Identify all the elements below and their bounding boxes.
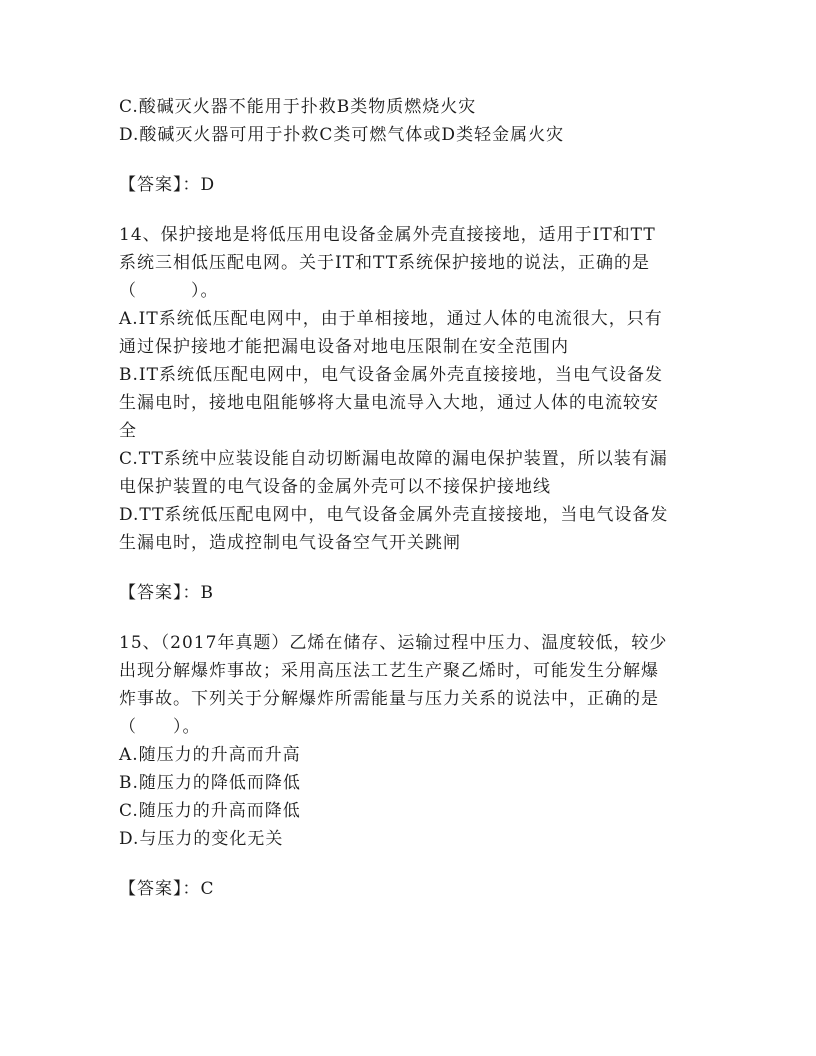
question-14-stem-line-1: 14、保护接地是将低压用电设备金属外壳直接接地，适用于IT和TT <box>119 225 656 245</box>
question-14-option-line: 生漏电时，造成控制电气设备空气开关跳闸 <box>119 533 461 553</box>
question-14-option-line: 电保护装置的电气设备的金属外壳可以不接保护接地线 <box>119 477 551 497</box>
spacer <box>119 853 699 875</box>
answer-line: 【答案】：C <box>119 879 215 899</box>
question-15-stem-line-1: 15、（2017年真题）乙烯在储存、运输过程中压力、温度较低，较少 <box>119 633 668 653</box>
question-14-option-line: 全 <box>119 421 137 441</box>
question-15-stem-line-2: 出现分解爆炸事故；采用高压法工艺生产聚乙烯时，可能发生分解爆 <box>119 661 659 681</box>
spacer <box>119 607 699 629</box>
question-14-stem-line-3: （ ）。 <box>119 281 219 301</box>
question-14-option-line: D.TT系统低压配电网中，电气设备金属外壳直接接地，当电气设备发 <box>119 505 669 525</box>
spacer <box>119 557 699 579</box>
answer-line: 【答案】：D <box>119 175 216 195</box>
question-14-option-line: C.TT系统中应装设能自动切断漏电故障的漏电保护装置，所以装有漏 <box>119 449 668 469</box>
document-page <box>119 93 699 903</box>
spacer <box>119 149 699 171</box>
option-d: D.酸碱灭火器可用于扑救C类可燃气体或D类轻金属火灾 <box>119 125 565 145</box>
question-15-option-b: B.随压力的降低而降低 <box>119 773 301 793</box>
question-14-option-line: 生漏电时，接地电阻能够将大量电流导入大地，通过人体的电流较安 <box>119 393 659 413</box>
question-14-option-line: 通过保护接地才能把漏电设备对地电压限制在安全范围内 <box>119 337 569 357</box>
question-15-stem-line-4: （ ）。 <box>119 717 201 737</box>
question-15-option-d: D.与压力的变化无关 <box>119 829 284 849</box>
question-15-option-c: C.随压力的升高而降低 <box>119 801 301 821</box>
question-15-stem-line-3: 炸事故。下列关于分解爆炸所需能量与压力关系的说法中，正确的是 <box>119 689 659 709</box>
answer-line: 【答案】：B <box>119 583 214 603</box>
question-14-option-line: B.IT系统低压配电网中，电气设备金属外壳直接接地，当电气设备发 <box>119 365 663 385</box>
question-14-option-line: A.IT系统低压配电网中，由于单相接地，通过人体的电流很大，只有 <box>119 309 663 329</box>
question-15-option-a: A.随压力的升高而升高 <box>119 745 301 765</box>
option-c: C.酸碱灭火器不能用于扑救B类物质燃烧火灾 <box>119 97 477 117</box>
question-14-stem-line-2: 系统三相低压配电网。关于IT和TT系统保护接地的说法，正确的是 <box>119 253 651 273</box>
spacer <box>119 199 699 221</box>
